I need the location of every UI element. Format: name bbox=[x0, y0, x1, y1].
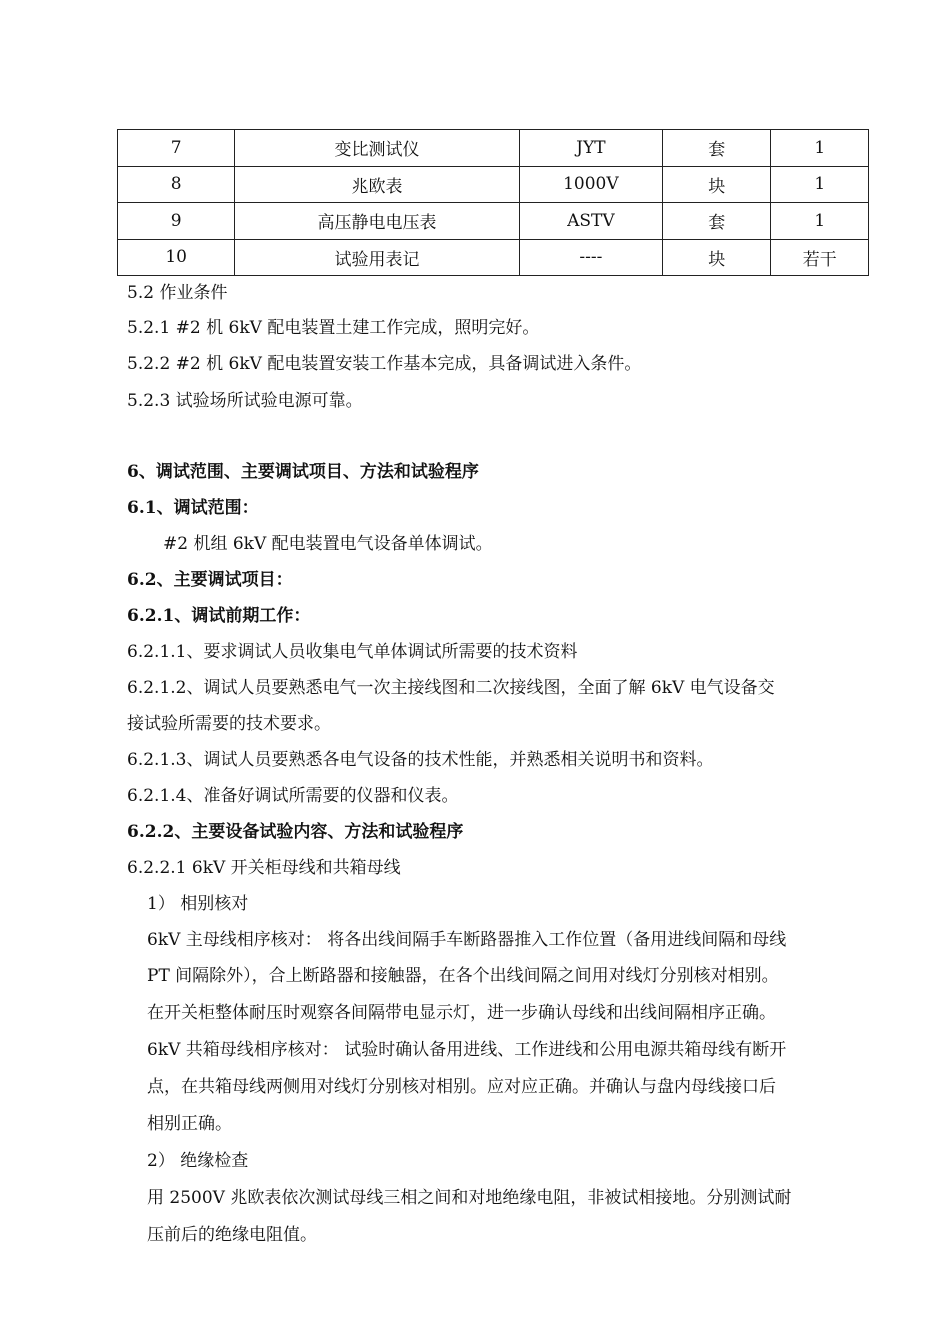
table-cell-index: 9 bbox=[118, 203, 235, 240]
table-cell-name: 试验用表记 bbox=[235, 239, 519, 276]
equipment-table bbox=[117, 129, 869, 276]
paragraph-item-2-line1: 用 2500V 兆欧表依次测试母线三相之间和对地绝缘电阻，非被试相接地。分别测试耐 bbox=[147, 1188, 792, 1208]
section-6-2-2-heading: 6.2.2、主要设备试验内容、方法和试验程序 bbox=[127, 822, 464, 842]
paragraph-6-1: #2 机组 6kV 配电装置电气设备单体调试。 bbox=[163, 534, 493, 554]
table-cell-model: 1000V bbox=[519, 166, 662, 203]
table-cell-quantity: 1 bbox=[771, 130, 869, 167]
table-cell-quantity: 1 bbox=[771, 203, 869, 240]
table-cell-index: 10 bbox=[118, 239, 235, 276]
section-5-2-heading: 5.2 作业条件 bbox=[127, 283, 228, 303]
paragraph-6-2-1-1: 6.2.1.1、要求调试人员收集电气单体调试所需要的技术资料 bbox=[127, 642, 578, 662]
paragraph-6-2-1-4: 6.2.1.4、准备好调试所需要的仪器和仪表。 bbox=[127, 786, 459, 806]
paragraph-item-1-line1: 6kV 主母线相序核对： 将各出线间隔手车断路器推入工作位置（备用进线间隔和母线 bbox=[147, 930, 787, 950]
table-cell-unit: 块 bbox=[663, 239, 771, 276]
table-cell-index: 8 bbox=[118, 166, 235, 203]
table-cell-quantity: 1 bbox=[771, 166, 869, 203]
paragraph-6-2-1-3: 6.2.1.3、调试人员要熟悉各电气设备的技术性能，并熟悉相关说明书和资料。 bbox=[127, 750, 714, 770]
section-6-2-heading: 6.2、主要调试项目： bbox=[127, 570, 293, 590]
table-cell-quantity: 若干 bbox=[771, 239, 869, 276]
table-cell-unit: 套 bbox=[663, 203, 771, 240]
table-row bbox=[118, 239, 869, 276]
table-cell-model: ASTV bbox=[519, 203, 662, 240]
paragraph-item-1-line4: 6kV 共箱母线相序核对： 试验时确认备用进线、工作进线和公用电源共箱母线有断开 bbox=[147, 1040, 787, 1060]
paragraph-item-1-line6: 相别正确。 bbox=[147, 1114, 232, 1134]
table-cell-model: ---- bbox=[519, 239, 662, 276]
table-row bbox=[118, 166, 869, 203]
paragraph-item-1-line2: PT 间隔除外），合上断路器和接触器，在各个出线间隔之间用对线灯分别核对相别。 bbox=[147, 966, 779, 986]
table-cell-name: 兆欧表 bbox=[235, 166, 519, 203]
paragraph-5-2-1: 5.2.1 #2 机 6kV 配电装置土建工作完成，照明完好。 bbox=[127, 318, 540, 338]
paragraph-6-2-1-2-line1: 6.2.1.2、调试人员要熟悉电气一次主接线图和二次接线图，全面了解 6kV 电气设备交 bbox=[127, 678, 775, 698]
table-cell-name: 变比测试仪 bbox=[235, 130, 519, 167]
paragraph-item-2-line2: 压前后的绝缘电阻值。 bbox=[147, 1225, 317, 1245]
section-6-heading: 6、调试范围、主要调试项目、方法和试验程序 bbox=[127, 462, 479, 482]
paragraph-item-1-line3: 在开关柜整体耐压时观察各间隔带电显示灯，进一步确认母线和出线间隔相序正确。 bbox=[147, 1003, 776, 1023]
table-cell-unit: 套 bbox=[663, 130, 771, 167]
paragraph-5-2-2: 5.2.2 #2 机 6kV 配电装置安装工作基本完成，具备调试进入条件。 bbox=[127, 354, 642, 374]
table-row bbox=[118, 203, 869, 240]
table-cell-model: JYT bbox=[519, 130, 662, 167]
section-6-1-heading: 6.1、调试范围： bbox=[127, 498, 259, 518]
paragraph-item-1-line5: 点，在共箱母线两侧用对线灯分别核对相别。应对应正确。并确认与盘内母线接口后 bbox=[147, 1077, 776, 1097]
item-2-heading: 2） 绝缘检查 bbox=[147, 1151, 249, 1171]
table-cell-unit: 块 bbox=[663, 166, 771, 203]
table-cell-name: 高压静电电压表 bbox=[235, 203, 519, 240]
paragraph-5-2-3: 5.2.3 试验场所试验电源可靠。 bbox=[127, 391, 363, 411]
table-cell-index: 7 bbox=[118, 130, 235, 167]
paragraph-6-2-1-2-line2: 接试验所需要的技术要求。 bbox=[127, 714, 331, 734]
section-6-2-2-1-heading: 6.2.2.1 6kV 开关柜母线和共箱母线 bbox=[127, 858, 401, 878]
section-6-2-1-heading: 6.2.1、调试前期工作： bbox=[127, 606, 311, 626]
item-1-heading: 1） 相别核对 bbox=[147, 894, 249, 914]
table-row bbox=[118, 130, 869, 167]
